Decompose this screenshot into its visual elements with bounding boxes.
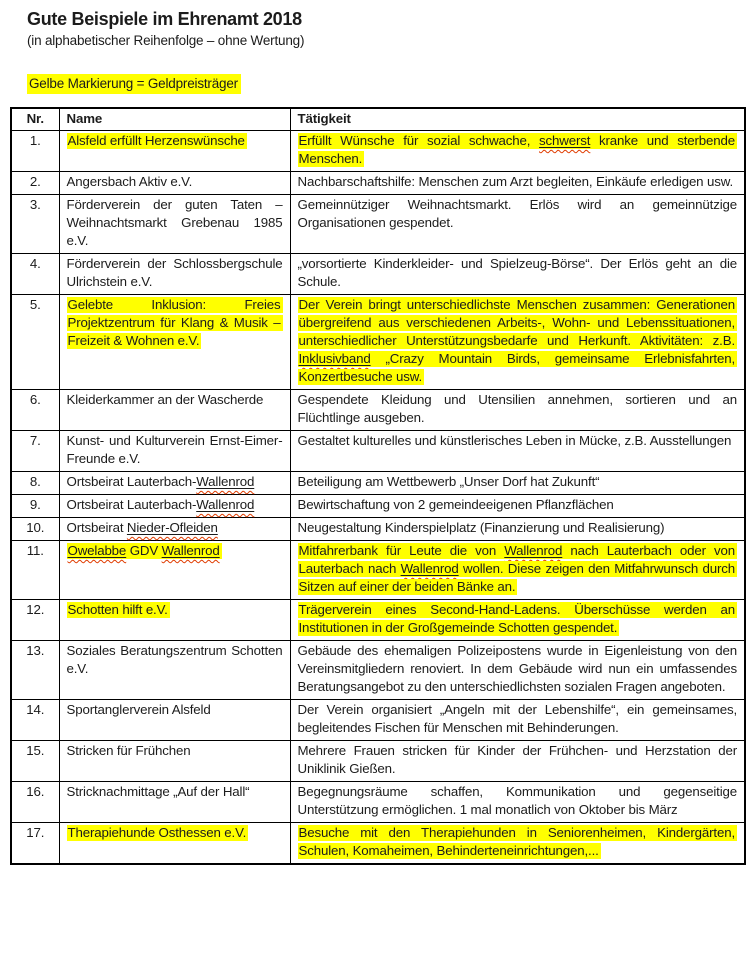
cell-nr: 16. (11, 782, 59, 823)
cell-nr: 14. (11, 700, 59, 741)
cell-taetigkeit (290, 131, 745, 172)
cell-nr: 7. (11, 431, 59, 472)
yellow-highlight: Besuche mit den Therapiehunden in Seniorenheimen, Kindergärten, Schulen, Komaheimen, Behinderteneinrichtungen,... (298, 825, 735, 858)
table-row (11, 823, 745, 865)
yellow-highlight: Der Verein bringt unterschiedlichste Menschen zusammen: Generationen übergreifend aus verschiedenen Arbeits-, Wohn- und Lebenssituationen, unterschiedlicher Unterstützungsbedarfe und Herkunft. Aktivitäten: z.B. Inklusivband „Crazy Mountain Birds, gemeinsame Erlebnisfahrten, Konzertbesuche usw. (298, 297, 735, 384)
cell-name: Kleiderkammer an der Wascherde (59, 390, 290, 431)
cell-name: Förderverein der guten Taten – Weihnachtsmarkt Grebenau 1985 e.V. (59, 195, 290, 254)
table-row (11, 741, 745, 782)
cell-taetigkeit: Der Verein organisiert „Angeln mit der Lebenshilfe“, ein gemeinsames, begleitendes Fischen für Menschen mit Behinderungen. (290, 700, 745, 741)
cell-nr: 15. (11, 741, 59, 782)
cell-name: Sportanglerverein Alsfeld (59, 700, 290, 741)
cell-nr: 1. (11, 131, 59, 172)
legend-row (27, 74, 746, 94)
table-row (11, 172, 745, 195)
header-nr: Nr. (11, 108, 59, 131)
cell-nr: 8. (11, 472, 59, 495)
underlined-word: Wallenrod (196, 497, 255, 512)
yellow-highlight: Gelebte Inklusion: Freies Projektzentrum für Klang & Musik – Freizeit & Wohnen e.V. (67, 297, 281, 348)
page-title: Gute Beispiele im Ehrenamt 2018 (27, 9, 302, 29)
table-row (11, 541, 745, 600)
cell-name (59, 541, 290, 600)
underlined-word: schwerst (539, 133, 591, 148)
table-row (11, 495, 745, 518)
cell-taetigkeit: Nachbarschaftshilfe: Menschen zum Arzt begleiten, Einkäufe erledigen usw. (290, 172, 745, 195)
cell-taetigkeit: Mehrere Frauen stricken für Kinder der Frühchen- und Herzstation der Uniklinik Gießen. (290, 741, 745, 782)
table-row (11, 131, 745, 172)
cell-nr: 6. (11, 390, 59, 431)
cell-name: Angersbach Aktiv e.V. (59, 172, 290, 195)
table-row (11, 472, 745, 495)
cell-taetigkeit: Gestaltet kulturelles und künstlerisches Leben in Mücke, z.B. Ausstellungen (290, 431, 745, 472)
table-header-row (11, 108, 745, 131)
yellow-highlight: Owelabbe GDV Wallenrod (67, 543, 220, 558)
cell-nr: 17. (11, 823, 59, 865)
cell-name: Soziales Beratungszentrum Schotten e.V. (59, 641, 290, 700)
cell-taetigkeit: Beteiligung am Wettbewerb „Unser Dorf hat Zukunft“ (290, 472, 745, 495)
cell-taetigkeit: Neugestaltung Kinderspielplatz (Finanzierung und Realisierung) (290, 518, 745, 541)
yellow-highlight: Mitfahrerbank für Leute die von Wallenrod nach Lauterbach oder von Lauterbach nach Wallenrod wollen. Diese zeigen den Mitfahrwunsch durch Sitzen auf einer der beiden Bänke an. (298, 543, 736, 594)
underlined-word: Inklusivband (298, 351, 371, 366)
table-row (11, 600, 745, 641)
table-row (11, 782, 745, 823)
cell-taetigkeit: Bewirtschaftung von 2 gemeindeeigenen Pflanzflächen (290, 495, 745, 518)
yellow-highlight: Trägerverein eines Second-Hand-Ladens. Überschüsse werden an Institutionen in der Großgemeinde Schotten gespendet. (298, 602, 735, 635)
cell-name: Stricknachmittage „Auf der Hall“ (59, 782, 290, 823)
table-row (11, 195, 745, 254)
underlined-word: Wallenrod (161, 543, 220, 558)
yellow-highlight: Schotten hilft e.V. (67, 602, 168, 617)
cell-name (59, 600, 290, 641)
cell-name: Kunst- und Kulturverein Ernst-Eimer-Freunde e.V. (59, 431, 290, 472)
cell-name: Stricken für Frühchen (59, 741, 290, 782)
table-row (11, 641, 745, 700)
cell-name: Ortsbeirat Lauterbach-Wallenrod (59, 495, 290, 518)
header-taetigkeit: Tätigkeit (290, 108, 745, 131)
cell-taetigkeit (290, 823, 745, 865)
underlined-word: Owelabbe (67, 543, 127, 558)
underlined-word: Wallenrod (504, 543, 563, 558)
underlined-word: Wallenrod (196, 474, 255, 489)
underlined-word: Nieder-Ofleiden (126, 520, 218, 535)
cell-taetigkeit (290, 295, 745, 390)
underlined-word: Wallenrod (400, 561, 459, 576)
table-row (11, 518, 745, 541)
yellow-highlight: Alsfeld erfüllt Herzenswünsche (67, 133, 245, 148)
cell-name: Ortsbeirat Lauterbach-Wallenrod (59, 472, 290, 495)
legend-highlight-note: Gelbe Markierung = Geldpreisträger (27, 74, 241, 94)
cell-nr: 2. (11, 172, 59, 195)
cell-nr: 4. (11, 254, 59, 295)
cell-nr: 5. (11, 295, 59, 390)
cell-nr: 11. (11, 541, 59, 600)
cell-taetigkeit: Begegnungsräume schaffen, Kommunikation und gegenseitige Unterstützung ermöglichen. 1 mal monatlich von Oktober bis März (290, 782, 745, 823)
cell-taetigkeit: Gebäude des ehemaligen Polizeipostens wurde in Eigenleistung von den Vereinsmitgliedern renoviert. In dem Gebäude wird nun ein umfassendes Beratungsangebot zu den unterschiedlichsten sozialen Fragen angeboten. (290, 641, 745, 700)
cell-name: Förderverein der Schlossbergschule Ulrichstein e.V. (59, 254, 290, 295)
cell-name (59, 295, 290, 390)
table-row (11, 295, 745, 390)
cell-nr: 9. (11, 495, 59, 518)
table-row (11, 254, 745, 295)
table-body (11, 131, 745, 865)
yellow-highlight: Therapiehunde Osthessen e.V. (67, 825, 247, 840)
page-subtitle: (in alphabetischer Reihenfolge – ohne Wertung) (27, 33, 305, 48)
table-row (11, 431, 745, 472)
examples-table (10, 107, 746, 865)
cell-name (59, 823, 290, 865)
table-row (11, 700, 745, 741)
table-header (11, 108, 745, 131)
yellow-highlight: Erfüllt Wünsche für sozial schwache, schwerst kranke und sterbende Menschen. (298, 133, 735, 166)
cell-taetigkeit (290, 541, 745, 600)
cell-nr: 3. (11, 195, 59, 254)
cell-taetigkeit: Gemeinnütziger Weihnachtsmarkt. Erlös wird an gemeinnützige Organisationen gespendet. (290, 195, 745, 254)
table-row (11, 390, 745, 431)
cell-name (59, 131, 290, 172)
header-name: Name (59, 108, 290, 131)
cell-nr: 13. (11, 641, 59, 700)
cell-nr: 10. (11, 518, 59, 541)
cell-taetigkeit: „vorsortierte Kinderkleider- und Spielzeug-Börse“. Der Erlös geht an die Schule. (290, 254, 745, 295)
cell-taetigkeit (290, 600, 745, 641)
cell-taetigkeit: Gespendete Kleidung und Utensilien annehmen, sortieren und an Flüchtlinge ausgeben. (290, 390, 745, 431)
cell-nr: 12. (11, 600, 59, 641)
cell-name: Ortsbeirat Nieder-Ofleiden (59, 518, 290, 541)
